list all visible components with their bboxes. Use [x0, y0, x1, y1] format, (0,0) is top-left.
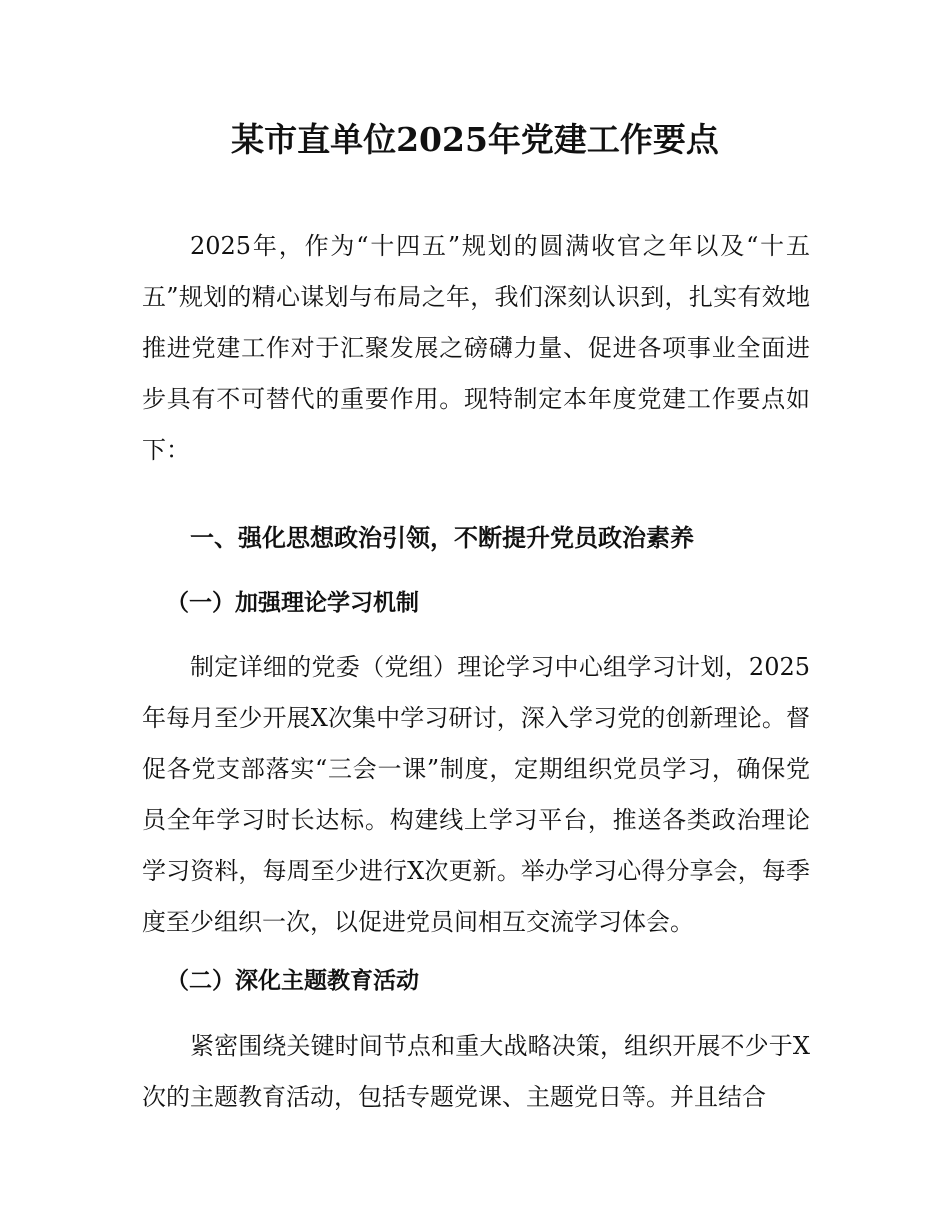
subsection-heading: （一）加强理论学习机制 [166, 590, 419, 616]
subsection-heading: （二）深化主题教育活动 [166, 968, 419, 994]
subsection-paragraph: 制定详细的党委（党组）理论学习中心组学习计划，2025年每月至少开展X次集中学习研讨，深入学习党的创新理论。督促各党支部落实“三会一课”制度，定期组织党员学习，确保党员全年学习时长达标。构建线上学习平台，推送各类政治理论学习资料，每周至少进行X次更新。举办学习心得分享会，每季度至少组织一次，以促进党员间相互交流学习体会。 [142, 653, 810, 936]
subsection-paragraph: 紧密围绕关键时间节点和重大战略决策，组织开展不少于X次的主题教育活动，包括专题党课、主题党日等。并且结合 [142, 1032, 810, 1111]
document-title: 某市直单位2025年党建工作要点 [231, 120, 719, 159]
intro-paragraph: 2025年，作为“十四五”规划的圆满收官之年以及“十五五”规划的精心谋划与布局之年，我们深刻认识到，扎实有效地推进党建工作对于汇聚发展之磅礴力量、促进各项事业全面进步具有不可替代的重要作用。现特制定本年度党建工作要点如下： [142, 232, 810, 464]
section-heading: 一、强化思想政治引领，不断提升党员政治素养 [190, 524, 694, 552]
